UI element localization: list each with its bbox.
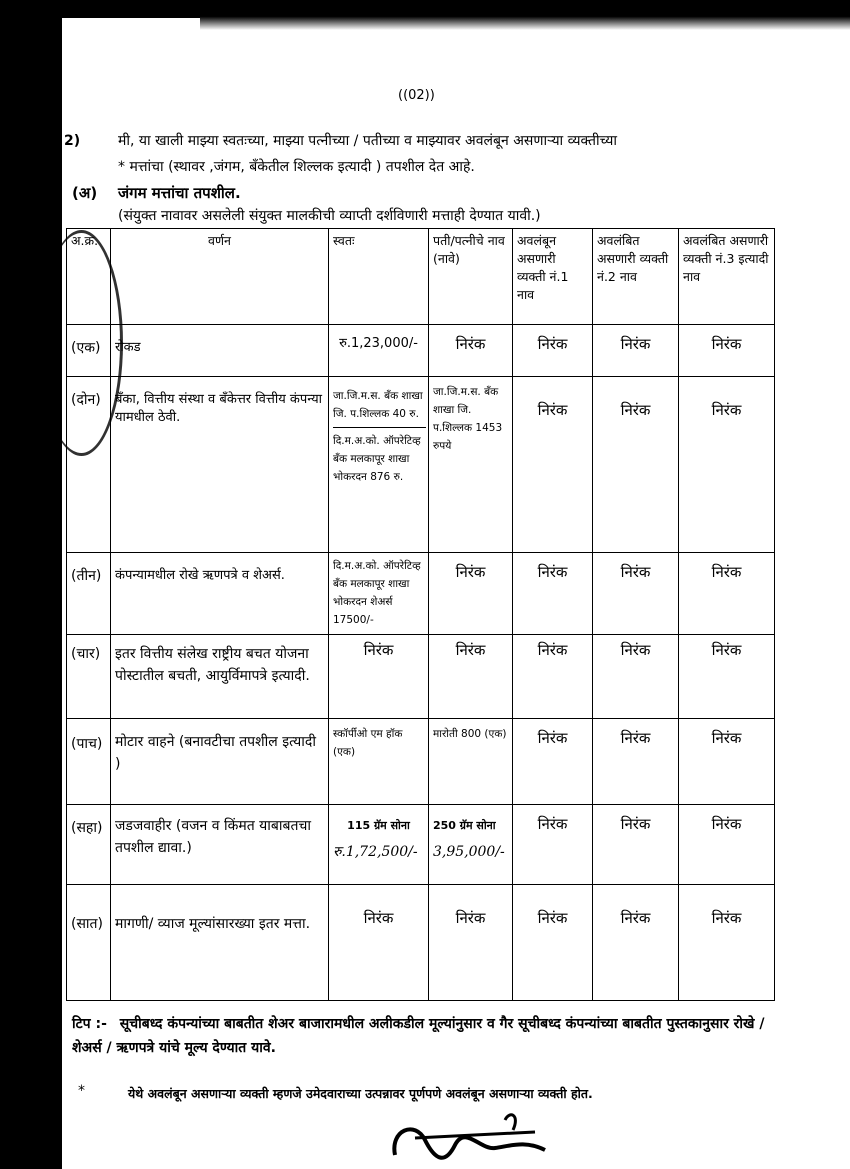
spouse-jewellery-weight: 250 ग्रॅम सोना [433,819,496,832]
row-dependent-3: निरंक [679,805,775,885]
row-spouse [429,805,513,885]
note-text: सूचीबध्द कंपन्यांच्या बाबतीत शेअर बाजारामधील अलीकडील मूल्यांनुसार व गैर सूचीबध्द कंपन्यांच्या बाबतीत पुस्तकानुसार रोखे / शेअर्स / ऋणपत्रे यांचे मूल्य देण्यात यावे. [72,1016,765,1056]
row-dependent-1: निरंक [513,553,593,635]
row-dependent-3: निरंक [679,325,775,377]
page-number: ((02)) [398,88,435,103]
row-spouse: निरंक [429,325,513,377]
row-dependent-2: निरंक [593,377,679,553]
signature [385,1110,555,1169]
movable-assets-table [66,228,775,1001]
intro-line-1: मी, या खाली माझ्या स्वतःच्या, माझ्या पत्नीच्या / पतीच्या व माझ्यावर अवलंबून असणाऱ्या व्यक्तीच्या [118,133,617,149]
row-self: रु.1,23,000/- [329,325,429,377]
note-label: टिप :- [72,1016,107,1032]
row-dependent-1: निरंक [513,719,593,805]
row-number: (एक) [67,325,111,377]
row-description: रोकड [111,325,329,377]
row-spouse: मारोती 800 (एक) [429,719,513,805]
section-subtitle: (संयुक्त नावावर असलेली संयुक्त मालकीची व्याप्ती दर्शविणारी मत्ताही देण्यात यावी.) [118,208,541,224]
row-number: (पाच) [67,719,111,805]
row-dependent-1: निरंक [513,377,593,553]
header-dependent-1: अवलंबून असणारी व्यक्ती नं.1 नाव [513,229,593,325]
row-number: (चार) [67,635,111,719]
row-self: निरंक [329,635,429,719]
row-dependent-3: निरंक [679,635,775,719]
row-number: (सहा) [67,805,111,885]
footnote-text: येथे अवलंबून असणाऱ्या व्यक्ती म्हणजे उमेदवाराच्या उत्पन्नावर पूर्णपणे अवलंबून असणाऱ्या व्यक्ती होत. [128,1086,593,1101]
section-label: (अ) [72,184,98,202]
header-spouse: पती/पत्नीचे नाव (नावे) [429,229,513,325]
row-dependent-3: निरंक [679,377,775,553]
section-title: जंगम मत्तांचा तपशील. [118,184,241,202]
row-description: कंपन्यामधील रोखे ऋणपत्रे व शेअर्स. [111,553,329,635]
table-row [67,553,775,635]
row-dependent-2: निरंक [593,635,679,719]
item-number: 2) [64,133,81,149]
self-jewellery-value-handwritten: रु.1,72,500/- [333,844,418,860]
row-number: (दोन) [67,377,111,553]
scan-edge-top-shadow [200,0,850,30]
table-row [67,719,775,805]
row-spouse: निरंक [429,553,513,635]
row-self: स्कॉर्पीओ एम हॉक (एक) [329,719,429,805]
row-description: इतर वित्तीय संलेख राष्ट्रीय बचत योजना पोस्टातील बचती, आयुर्विमापत्रे इत्यादी. [111,635,329,719]
row-spouse: निरंक [429,885,513,1001]
row-dependent-2: निरंक [593,719,679,805]
self-bank-entry-2: दि.म.अ.को. ऑपरेटिव्ह बँक मलकापूर शाखा भोकरदन 876 रु. [333,435,421,483]
table-row [67,377,775,553]
spouse-jewellery-value-handwritten: 3,95,000/- [433,844,505,860]
row-dependent-2: निरंक [593,325,679,377]
row-description: मागणी/ व्याज मूल्यांसारख्या इतर मत्ता. [111,885,329,1001]
row-description: मोटार वाहने (बनावटीचा तपशील इत्यादी ) [111,719,329,805]
row-dependent-1: निरंक [513,885,593,1001]
header-serial: अ.क्र. [67,229,111,325]
row-number: (सात) [67,885,111,1001]
table-row [67,325,775,377]
header-self: स्वतः [329,229,429,325]
row-self [329,805,429,885]
row-dependent-1: निरंक [513,635,593,719]
row-dependent-1: निरंक [513,325,593,377]
row-description: जडजवाहीर (वजन व किंमत याबाबतचा तपशील द्यावा.) [111,805,329,885]
intro-line-2: * मत्तांचा (स्थावर ,जंगम, बँकेतील शिल्लक इत्यादी ) तपशील देत आहे. [118,159,475,175]
row-dependent-2: निरंक [593,805,679,885]
row-self [329,377,429,553]
scan-edge-left [0,0,62,1169]
table-row [67,805,775,885]
table-header-row [67,229,775,325]
row-self: दि.म.अ.को. ऑपरेटिव्ह बँक मलकापूर शाखा भोकरदन शेअर्स 17500/- [329,553,429,635]
row-dependent-2: निरंक [593,885,679,1001]
row-dependent-1: निरंक [513,805,593,885]
row-dependent-3: निरंक [679,885,775,1001]
self-jewellery-weight: 115 ग्रॅम सोना [347,819,410,832]
row-self: निरंक [329,885,429,1001]
row-description: बँका, वित्तीय संस्था व बँकेत्तर वित्तीय कंपन्या यामधील ठेवी. [111,377,329,553]
row-spouse: जा.जि.म.स. बँक शाखा जि. प.शिल्लक 1453 रुपये [429,377,513,553]
header-dependent-3: अवलंबित असणारी व्यक्ती नं.3 इत्यादी नाव [679,229,775,325]
row-number: (तीन) [67,553,111,635]
header-dependent-2: अवलंबित असणारी व्यक्ती नं.2 नाव [593,229,679,325]
row-dependent-3: निरंक [679,553,775,635]
table-row [67,635,775,719]
note-block [72,1012,792,1060]
table-row [67,885,775,1001]
row-dependent-2: निरंक [593,553,679,635]
header-description: वर्णन [111,229,329,325]
self-bank-entry-1: जा.जि.म.स. बँक शाखा जि. प.शिल्लक 40 रु. [333,387,426,428]
row-dependent-3: निरंक [679,719,775,805]
row-spouse: निरंक [429,635,513,719]
footnote-marker: * [78,1083,85,1099]
